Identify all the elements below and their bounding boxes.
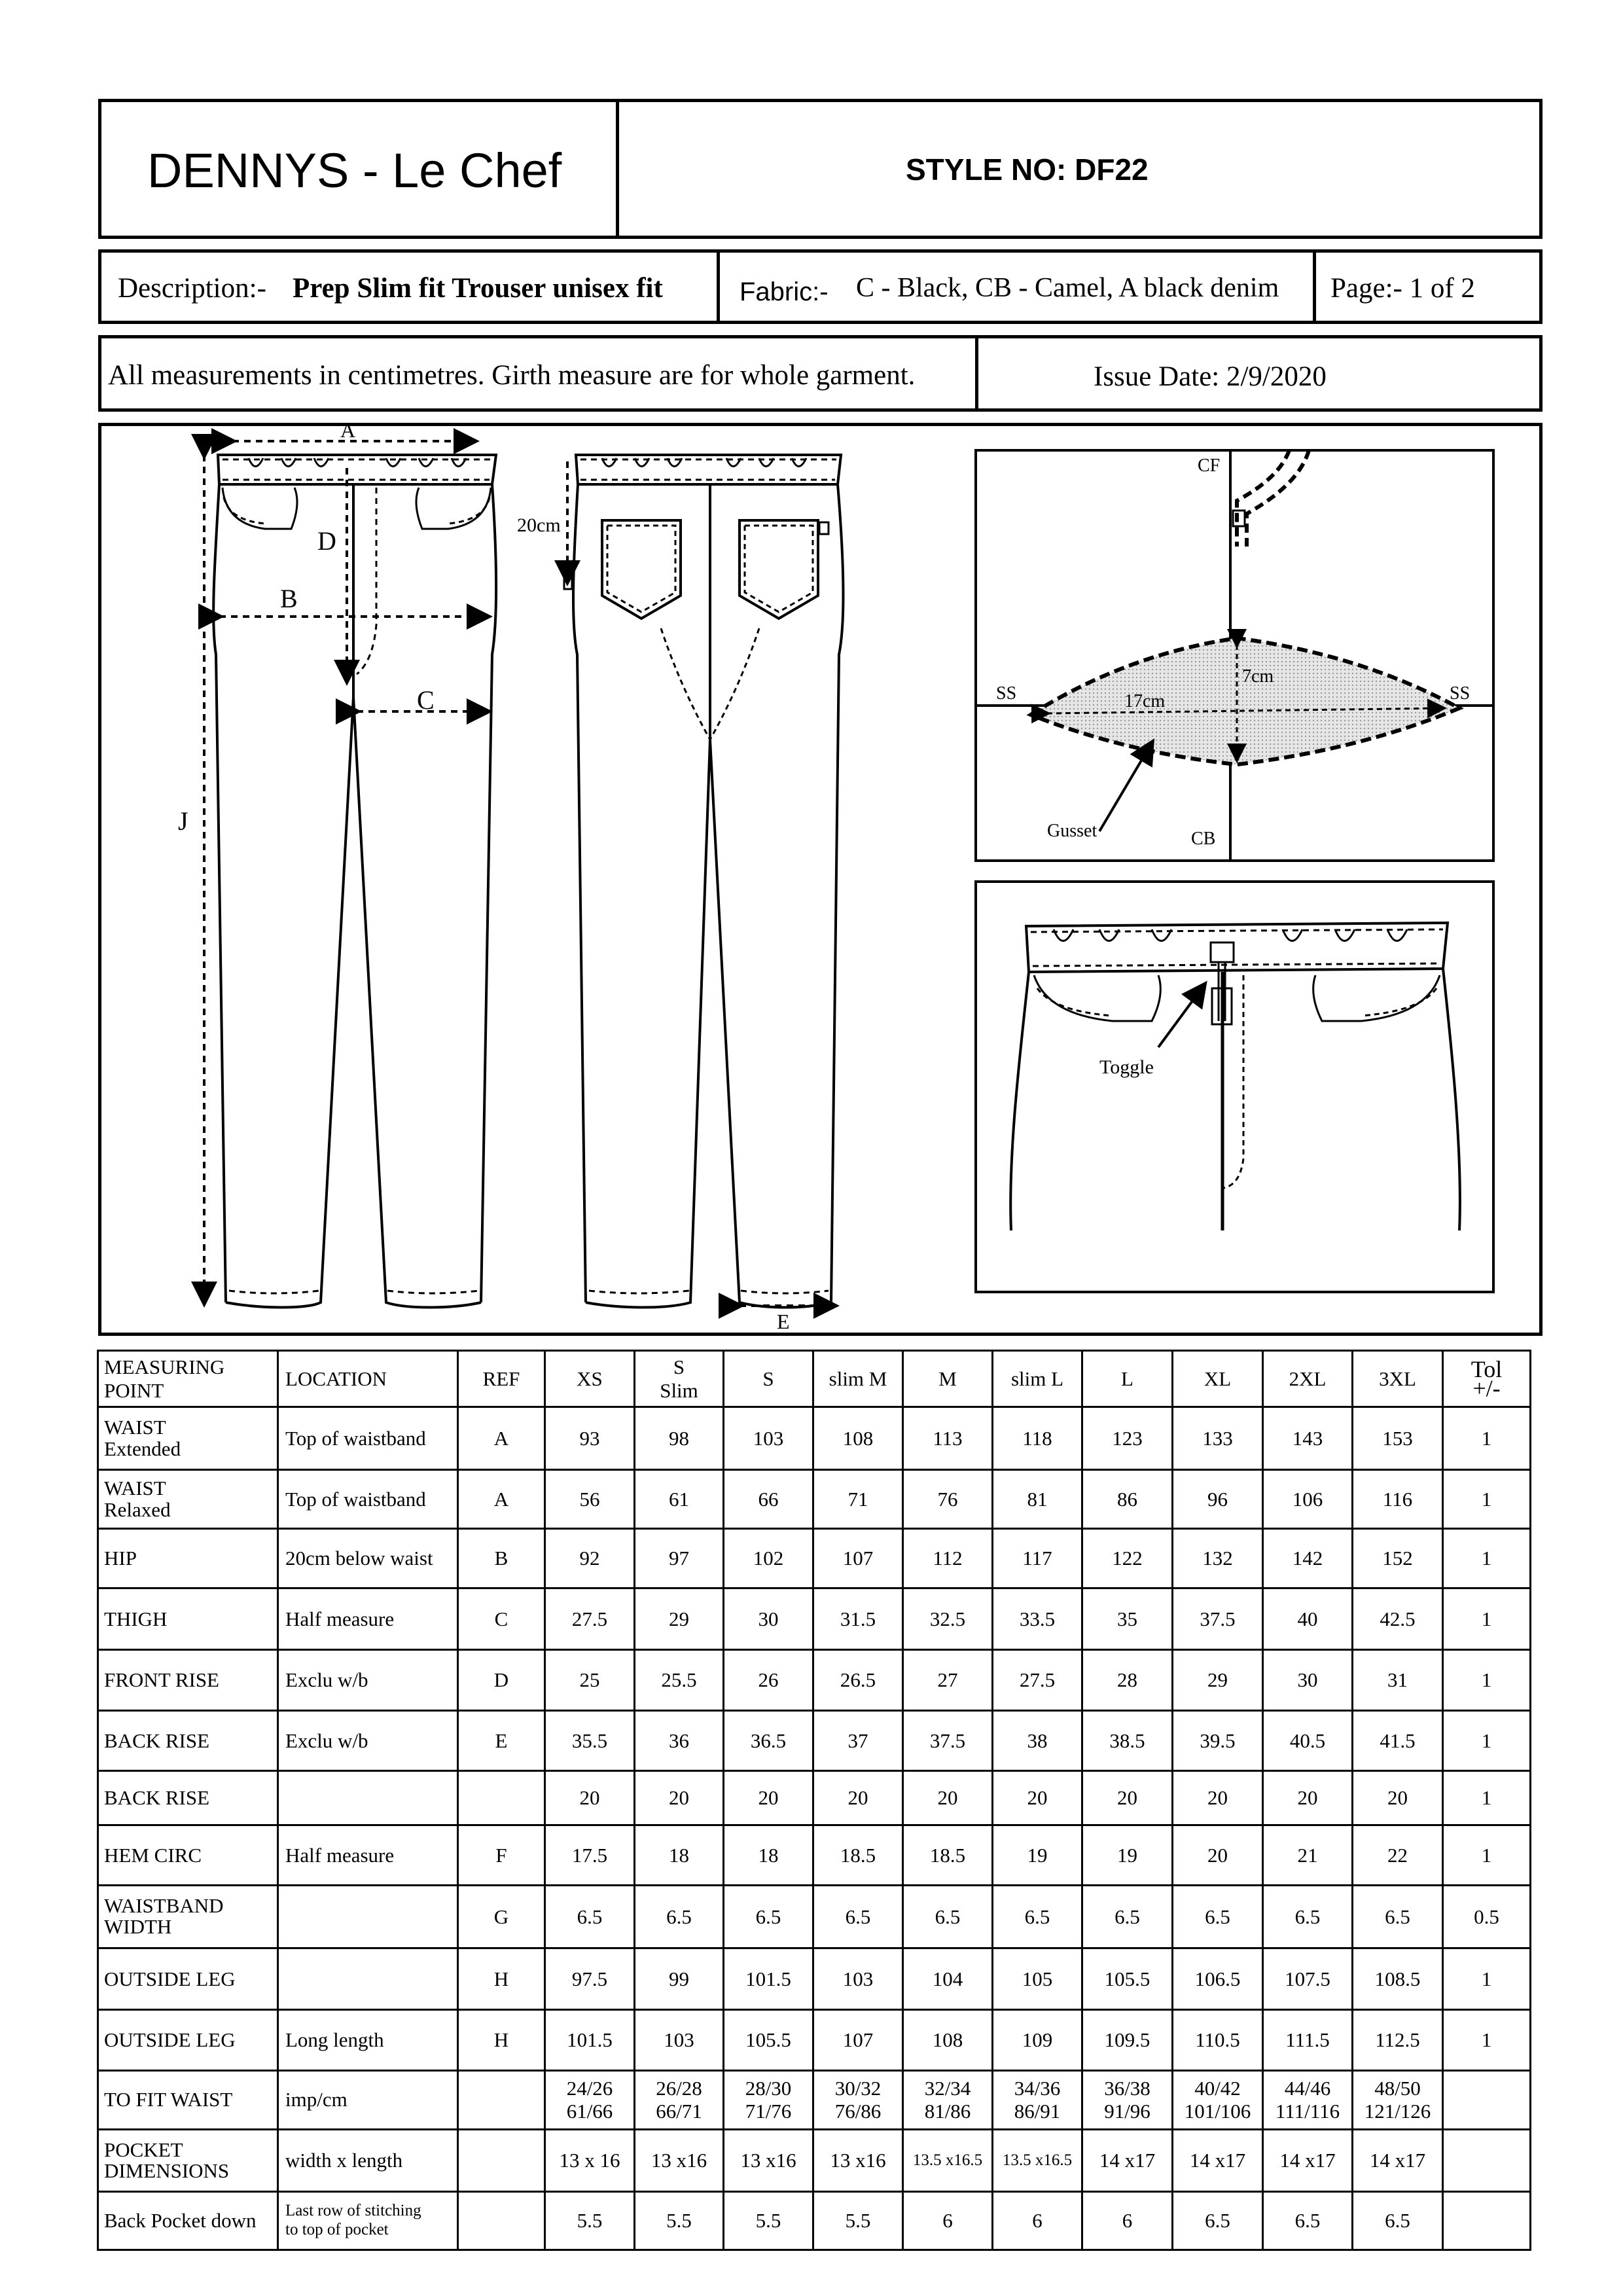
table-row <box>98 1710 1531 1770</box>
row-value-size-9: 14 x17 <box>1353 2129 1443 2191</box>
row-measuring-point: WAIST Relaxed <box>98 1469 278 1528</box>
row-value-size-7: 29 <box>1173 1650 1263 1710</box>
row-value-size-8: 143 <box>1263 1407 1353 1469</box>
table-row <box>98 1650 1531 1710</box>
row-ref <box>458 2070 545 2129</box>
row-location: Long length <box>278 2010 458 2070</box>
row-value-size-0: 97.5 <box>545 1948 635 2009</box>
row-value-size-7: 40/42 101/106 <box>1173 2070 1263 2129</box>
row-value-size-6: 122 <box>1082 1529 1173 1588</box>
label-e: E <box>777 1310 790 1333</box>
row-tolerance <box>1443 2192 1531 2250</box>
row-value-size-2: 20 <box>724 1771 813 1825</box>
header-size-5: slim L <box>993 1351 1082 1407</box>
row-tolerance: 1 <box>1443 2010 1531 2070</box>
row-value-size-0: 24/26 61/66 <box>545 2070 635 2129</box>
row-value-size-8: 30 <box>1263 1650 1353 1710</box>
row-location: width x length <box>278 2129 458 2191</box>
label-j: J <box>178 806 188 836</box>
row-value-size-2: 30 <box>724 1588 813 1649</box>
row-value-size-3: 5.5 <box>813 2192 903 2250</box>
row-value-size-6: 20 <box>1082 1771 1173 1825</box>
row-ref <box>458 2129 545 2191</box>
row-value-size-6: 105.5 <box>1082 1948 1173 2009</box>
toggle-label: Toggle <box>1099 1056 1154 1078</box>
row-value-size-3: 107 <box>813 2010 903 2070</box>
row-value-size-1: 97 <box>635 1529 724 1588</box>
row-ref: G <box>458 1886 545 1948</box>
row-location: 20cm below waist <box>278 1529 458 1588</box>
row-value-size-8: 111.5 <box>1263 2010 1353 2070</box>
row-value-size-1: 103 <box>635 2010 724 2070</box>
row-value-size-2: 103 <box>724 1407 813 1469</box>
row-measuring-point: FRONT RISE <box>98 1650 278 1710</box>
row-value-size-3: 107 <box>813 1529 903 1588</box>
row-value-size-3: 37 <box>813 1710 903 1770</box>
row-value-size-3: 20 <box>813 1771 903 1825</box>
row-tolerance: 1 <box>1443 1771 1531 1825</box>
back-pocket-left <box>602 520 681 619</box>
row-value-size-8: 6.5 <box>1263 2192 1353 2250</box>
back-measure-arrows <box>567 461 834 1306</box>
row-value-size-3: 18.5 <box>813 1825 903 1885</box>
gusset-cb-label: CB <box>1191 829 1216 849</box>
row-value-size-3: 108 <box>813 1407 903 1469</box>
row-value-size-3: 103 <box>813 1948 903 2009</box>
row-ref: H <box>458 2010 545 2070</box>
table-row <box>98 1407 1531 1469</box>
label-b: B <box>280 584 298 613</box>
row-value-size-5: 20 <box>993 1771 1082 1825</box>
row-ref: A <box>458 1407 545 1469</box>
header-size-4: M <box>903 1351 993 1407</box>
row-value-size-6: 86 <box>1082 1469 1173 1528</box>
row-value-size-1: 5.5 <box>635 2192 724 2250</box>
row-value-size-7: 20 <box>1173 1825 1263 1885</box>
row-value-size-5: 118 <box>993 1407 1082 1469</box>
row-location: Half measure <box>278 1588 458 1649</box>
description-value: Prep Slim fit Trouser unisex fit <box>293 273 663 304</box>
row-value-size-5: 105 <box>993 1948 1082 2009</box>
label-d: D <box>317 526 336 556</box>
row-value-size-1: 18 <box>635 1825 724 1885</box>
row-value-size-7: 6.5 <box>1173 2192 1263 2250</box>
row-measuring-point: POCKET DIMENSIONS <box>98 2129 278 2191</box>
header-measuring-point: MEASURING POINT <box>98 1351 278 1407</box>
row-value-size-1: 20 <box>635 1771 724 1825</box>
row-value-size-6: 123 <box>1082 1407 1173 1469</box>
row-measuring-point: WAISTBAND WIDTH <box>98 1886 278 1948</box>
row-value-size-2: 13 x16 <box>724 2129 813 2191</box>
row-value-size-5: 33.5 <box>993 1588 1082 1649</box>
row-location <box>278 1886 458 1948</box>
row-ref: H <box>458 1948 545 2009</box>
table-row <box>98 2010 1531 2070</box>
row-value-size-3: 71 <box>813 1469 903 1528</box>
row-value-size-4: 32/34 81/86 <box>903 2070 993 2129</box>
header-size-6: L <box>1082 1351 1173 1407</box>
row-value-size-4: 27 <box>903 1650 993 1710</box>
row-value-size-0: 101.5 <box>545 2010 635 2070</box>
row-value-size-1: 13 x16 <box>635 2129 724 2191</box>
row-measuring-point: BACK RISE <box>98 1771 278 1825</box>
row-value-size-4: 76 <box>903 1469 993 1528</box>
gusset-ss-left-label: SS <box>996 683 1017 704</box>
row-measuring-point: WAIST Extended <box>98 1407 278 1469</box>
row-value-size-5: 6.5 <box>993 1886 1082 1948</box>
row-value-size-9: 112.5 <box>1353 2010 1443 2070</box>
measurement-table <box>97 1350 1531 2251</box>
row-value-size-0: 13 x 16 <box>545 2129 635 2191</box>
row-value-size-8: 14 x17 <box>1263 2129 1353 2191</box>
row-value-size-8: 106 <box>1263 1469 1353 1528</box>
row-value-size-8: 20 <box>1263 1771 1353 1825</box>
row-measuring-point: THIGH <box>98 1588 278 1649</box>
header-tol: Tol +/- <box>1443 1351 1531 1407</box>
row-value-size-5: 6 <box>993 2192 1082 2250</box>
row-value-size-9: 6.5 <box>1353 2192 1443 2250</box>
row-value-size-6: 19 <box>1082 1825 1173 1885</box>
table-row <box>98 1771 1531 1825</box>
row-location: imp/cm <box>278 2070 458 2129</box>
header-size-3: slim M <box>813 1351 903 1407</box>
row-value-size-5: 109 <box>993 2010 1082 2070</box>
row-location <box>278 1948 458 2009</box>
row-value-size-7: 133 <box>1173 1407 1263 1469</box>
row-tolerance: 0.5 <box>1443 1886 1531 1948</box>
row-value-size-5: 27.5 <box>993 1650 1082 1710</box>
row-value-size-0: 5.5 <box>545 2192 635 2250</box>
row-measuring-point: TO FIT WAIST <box>98 2070 278 2129</box>
row-value-size-4: 20 <box>903 1771 993 1825</box>
row-value-size-9: 152 <box>1353 1529 1443 1588</box>
description-label: Description:- <box>118 273 266 304</box>
row-value-size-2: 26 <box>724 1650 813 1710</box>
table-row <box>98 1825 1531 1885</box>
header-size-1: S Slim <box>635 1351 724 1407</box>
row-value-size-9: 108.5 <box>1353 1948 1443 2009</box>
table-row <box>98 1469 1531 1528</box>
row-ref <box>458 1771 545 1825</box>
row-value-size-8: 40 <box>1263 1588 1353 1649</box>
row-value-size-7: 132 <box>1173 1529 1263 1588</box>
row-value-size-4: 32.5 <box>903 1588 993 1649</box>
page-number: Page:- 1 of 2 <box>1330 273 1475 304</box>
label-waist-drop: 20cm <box>517 514 561 536</box>
row-ref <box>458 2192 545 2250</box>
header-size-8: 2XL <box>1263 1351 1353 1407</box>
gusset-width-label: 17cm <box>1124 691 1166 711</box>
row-value-size-6: 35 <box>1082 1588 1173 1649</box>
row-tolerance <box>1443 2129 1531 2191</box>
row-value-size-4: 104 <box>903 1948 993 2009</box>
row-value-size-4: 37.5 <box>903 1710 993 1770</box>
row-value-size-7: 39.5 <box>1173 1710 1263 1770</box>
row-value-size-9: 153 <box>1353 1407 1443 1469</box>
row-value-size-2: 5.5 <box>724 2192 813 2250</box>
row-value-size-1: 61 <box>635 1469 724 1528</box>
row-ref: C <box>458 1588 545 1649</box>
label-c: C <box>417 685 435 715</box>
row-value-size-4: 13.5 x16.5 <box>903 2129 993 2191</box>
row-value-size-6: 6 <box>1082 2192 1173 2250</box>
row-ref: D <box>458 1650 545 1710</box>
row-value-size-7: 110.5 <box>1173 2010 1263 2070</box>
row-value-size-5: 13.5 x16.5 <box>993 2129 1082 2191</box>
row-value-size-2: 66 <box>724 1469 813 1528</box>
table-header-row <box>98 1351 1531 1407</box>
row-location: Exclu w/b <box>278 1650 458 1710</box>
row-value-size-2: 18 <box>724 1825 813 1885</box>
row-value-size-9: 42.5 <box>1353 1588 1443 1649</box>
row-tolerance: 1 <box>1443 1710 1531 1770</box>
row-location <box>278 1771 458 1825</box>
row-value-size-2: 6.5 <box>724 1886 813 1948</box>
row-value-size-4: 6.5 <box>903 1886 993 1948</box>
table-row <box>98 1588 1531 1649</box>
row-value-size-1: 26/28 66/71 <box>635 2070 724 2129</box>
row-tolerance: 1 <box>1443 1825 1531 1885</box>
row-value-size-4: 113 <box>903 1407 993 1469</box>
row-value-size-2: 28/30 71/76 <box>724 2070 813 2129</box>
style-number: STYLE NO: DF22 <box>906 152 1149 187</box>
row-value-size-7: 37.5 <box>1173 1588 1263 1649</box>
row-value-size-4: 18.5 <box>903 1825 993 1885</box>
row-measuring-point: OUTSIDE LEG <box>98 1948 278 2009</box>
row-value-size-7: 106.5 <box>1173 1948 1263 2009</box>
row-tolerance <box>1443 2070 1531 2129</box>
header-location: LOCATION <box>278 1351 458 1407</box>
row-value-size-0: 27.5 <box>545 1588 635 1649</box>
row-value-size-1: 25.5 <box>635 1650 724 1710</box>
row-value-size-0: 92 <box>545 1529 635 1588</box>
header-size-7: XL <box>1173 1351 1263 1407</box>
row-value-size-8: 6.5 <box>1263 1886 1353 1948</box>
issue-date: Issue Date: 2/9/2020 <box>1094 361 1327 392</box>
row-value-size-7: 20 <box>1173 1771 1263 1825</box>
row-value-size-7: 96 <box>1173 1469 1263 1528</box>
gusset-shape <box>1031 638 1459 764</box>
row-value-size-5: 117 <box>993 1529 1082 1588</box>
row-measuring-point: Back Pocket down <box>98 2192 278 2250</box>
row-value-size-9: 116 <box>1353 1469 1443 1528</box>
row-value-size-3: 13 x16 <box>813 2129 903 2191</box>
row-value-size-4: 6 <box>903 2192 993 2250</box>
gusset-label: Gusset <box>1047 821 1097 841</box>
fabric-label: Fabric:- <box>740 278 829 306</box>
label-a: A <box>340 418 356 442</box>
row-value-size-0: 56 <box>545 1469 635 1528</box>
row-location: Top of waistband <box>278 1407 458 1469</box>
row-value-size-8: 44/46 111/116 <box>1263 2070 1353 2129</box>
row-value-size-9: 41.5 <box>1353 1710 1443 1770</box>
row-value-size-8: 40.5 <box>1263 1710 1353 1770</box>
row-value-size-2: 102 <box>724 1529 813 1588</box>
row-value-size-2: 105.5 <box>724 2010 813 2070</box>
header-size-0: XS <box>545 1351 635 1407</box>
row-tolerance: 1 <box>1443 1588 1531 1649</box>
row-location: Exclu w/b <box>278 1710 458 1770</box>
row-value-size-0: 93 <box>545 1407 635 1469</box>
gusset-ss-right-label: SS <box>1450 683 1471 704</box>
back-outline <box>573 484 844 1308</box>
row-tolerance: 1 <box>1443 1650 1531 1710</box>
table-row <box>98 2070 1531 2129</box>
row-value-size-6: 28 <box>1082 1650 1173 1710</box>
row-value-size-5: 34/36 86/91 <box>993 2070 1082 2129</box>
row-value-size-7: 6.5 <box>1173 1886 1263 1948</box>
row-value-size-6: 6.5 <box>1082 1886 1173 1948</box>
row-value-size-6: 38.5 <box>1082 1710 1173 1770</box>
measure-note: All measurements in centimetres. Girth measure are for whole garment. <box>108 360 916 391</box>
row-value-size-5: 81 <box>993 1469 1082 1528</box>
row-ref: E <box>458 1710 545 1770</box>
row-value-size-5: 38 <box>993 1710 1082 1770</box>
table-row <box>98 1529 1531 1588</box>
row-value-size-2: 36.5 <box>724 1710 813 1770</box>
row-value-size-1: 98 <box>635 1407 724 1469</box>
row-value-size-3: 6.5 <box>813 1886 903 1948</box>
row-measuring-point: HEM CIRC <box>98 1825 278 1885</box>
back-view <box>564 455 844 1308</box>
row-tolerance: 1 <box>1443 1407 1531 1469</box>
row-value-size-6: 36/38 91/96 <box>1082 2070 1173 2129</box>
brand-title: DENNYS - Le Chef <box>147 143 562 198</box>
row-value-size-0: 17.5 <box>545 1825 635 1885</box>
row-value-size-1: 6.5 <box>635 1886 724 1948</box>
gusset-detail <box>976 450 1493 861</box>
row-value-size-4: 112 <box>903 1529 993 1588</box>
row-value-size-9: 6.5 <box>1353 1886 1443 1948</box>
front-view <box>213 455 496 1308</box>
row-tolerance: 1 <box>1443 1529 1531 1588</box>
row-measuring-point: HIP <box>98 1529 278 1588</box>
table-row <box>98 1948 1531 2009</box>
row-value-size-0: 6.5 <box>545 1886 635 1948</box>
row-value-size-9: 22 <box>1353 1825 1443 1885</box>
row-value-size-9: 48/50 121/126 <box>1353 2070 1443 2129</box>
row-value-size-8: 21 <box>1263 1825 1353 1885</box>
row-value-size-7: 14 x17 <box>1173 2129 1263 2191</box>
row-value-size-1: 29 <box>635 1588 724 1649</box>
row-value-size-9: 20 <box>1353 1771 1443 1825</box>
table-row <box>98 2192 1531 2250</box>
row-location: Half measure <box>278 1825 458 1885</box>
gusset-height-label: 7cm <box>1242 666 1274 687</box>
header-size-9: 3XL <box>1353 1351 1443 1407</box>
row-location: Last row of stitching to top of pocket <box>278 2192 458 2250</box>
table-row <box>98 1886 1531 1948</box>
row-measuring-point: BACK RISE <box>98 1710 278 1770</box>
row-value-size-3: 26.5 <box>813 1650 903 1710</box>
row-value-size-3: 30/32 76/86 <box>813 2070 903 2129</box>
row-location: Top of waistband <box>278 1469 458 1528</box>
back-pocket-right <box>740 520 818 619</box>
row-ref: F <box>458 1825 545 1885</box>
row-tolerance: 1 <box>1443 1469 1531 1528</box>
header-ref: REF <box>458 1351 545 1407</box>
row-value-size-2: 101.5 <box>724 1948 813 2009</box>
front-measure-arrows <box>204 441 488 1302</box>
row-value-size-9: 31 <box>1353 1650 1443 1710</box>
row-value-size-0: 20 <box>545 1771 635 1825</box>
row-tolerance: 1 <box>1443 1948 1531 2009</box>
row-value-size-8: 107.5 <box>1263 1948 1353 2009</box>
row-value-size-3: 31.5 <box>813 1588 903 1649</box>
row-value-size-6: 109.5 <box>1082 2010 1173 2070</box>
header-size-2: S <box>724 1351 813 1407</box>
row-value-size-0: 35.5 <box>545 1710 635 1770</box>
table-row <box>98 2129 1531 2191</box>
gusset-cf-label: CF <box>1198 456 1221 476</box>
front-outline <box>213 484 496 1308</box>
row-measuring-point: OUTSIDE LEG <box>98 2010 278 2070</box>
row-value-size-1: 36 <box>635 1710 724 1770</box>
row-value-size-5: 19 <box>993 1825 1082 1885</box>
row-value-size-4: 108 <box>903 2010 993 2070</box>
row-value-size-0: 25 <box>545 1650 635 1710</box>
toggle-detail <box>976 882 1493 1292</box>
row-ref: A <box>458 1469 545 1528</box>
fabric-value: C - Black, CB - Camel, A black denim <box>856 273 1279 303</box>
row-value-size-8: 142 <box>1263 1529 1353 1588</box>
row-value-size-6: 14 x17 <box>1082 2129 1173 2191</box>
row-ref: B <box>458 1529 545 1588</box>
row-value-size-1: 99 <box>635 1948 724 2009</box>
